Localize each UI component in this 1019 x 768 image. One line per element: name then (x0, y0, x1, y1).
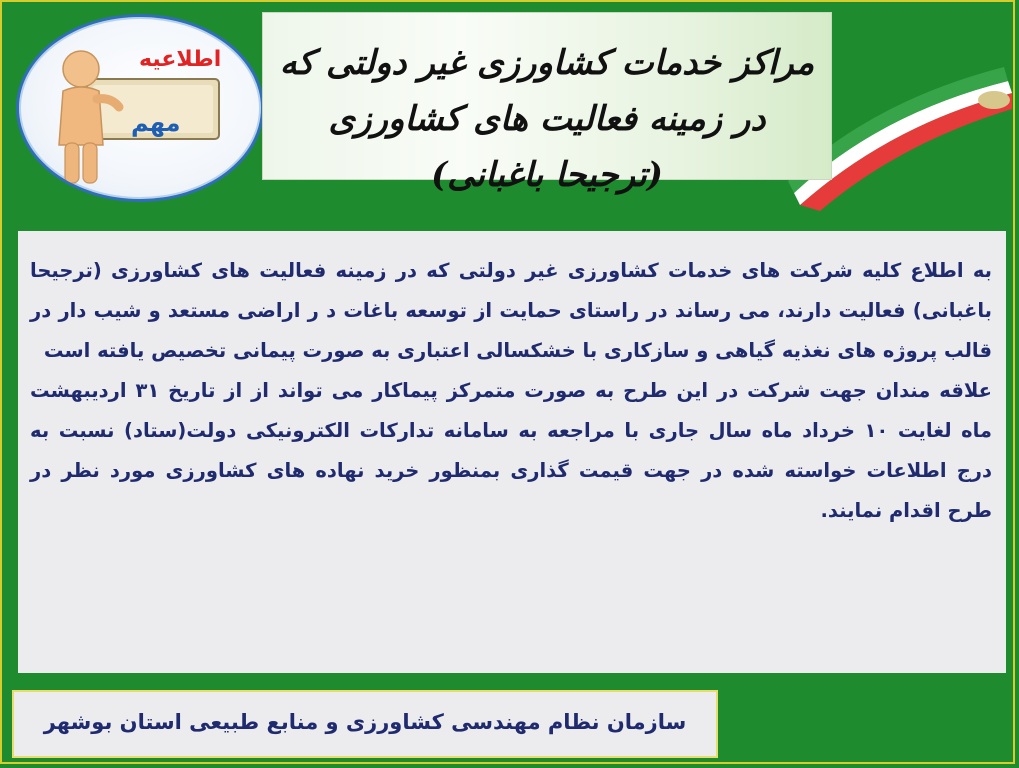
banner-title: مراکز خدمات کشاورزی غیر دولتی که در زمینه فعالیت های کشاورزی (ترجیحا باغبانی) (279, 43, 815, 195)
organization-signature (12, 690, 718, 758)
announcement-panel (18, 231, 1006, 673)
announcement-paragraph-2: علاقه مندان جهت شرکت در این طرح به صورت متمرکز پیماکار می تواند از از تاریخ ۳۱ اردیبهشت ماه لغایت ۱۰ خرداد ماه سال جاری با مراجعه به سامانه تدارکات الکترونیکی دولت(ستاد) نسبت به درج اطلاعات خواسته شده در جهت قیمت گذاری بمنظور خرید نهاده های کشاورزی مورد نظر در طرح اقدام نمایند. (30, 379, 992, 522)
badge-subtitle: مهم (131, 109, 181, 137)
organization-name: سازمان نظام مهندسی کشاورزی و منابع طبیعی استان بوشهر (43, 710, 687, 734)
title-banner (262, 12, 832, 195)
important-notice-badge (16, 14, 264, 202)
badge-title: اطلاعیه (139, 47, 222, 72)
announcement-paragraph-1: به اطلاع کلیه شرکت های خدمات کشاورزی غیر دولتی که در زمینه فعالیت های کشاورزی (ترجیحا باغبانی) فعالیت دارند، می رساند در راستای حمایت از توسعه باغات د ر اراضی مستعد و شیب دار در قالب پروژه های نغذیه گیاهی و سازکاری با خشکسالی اعتباری به صورت پیمانی تخصیص یافته است (30, 259, 992, 362)
announcement-text (30, 251, 992, 531)
